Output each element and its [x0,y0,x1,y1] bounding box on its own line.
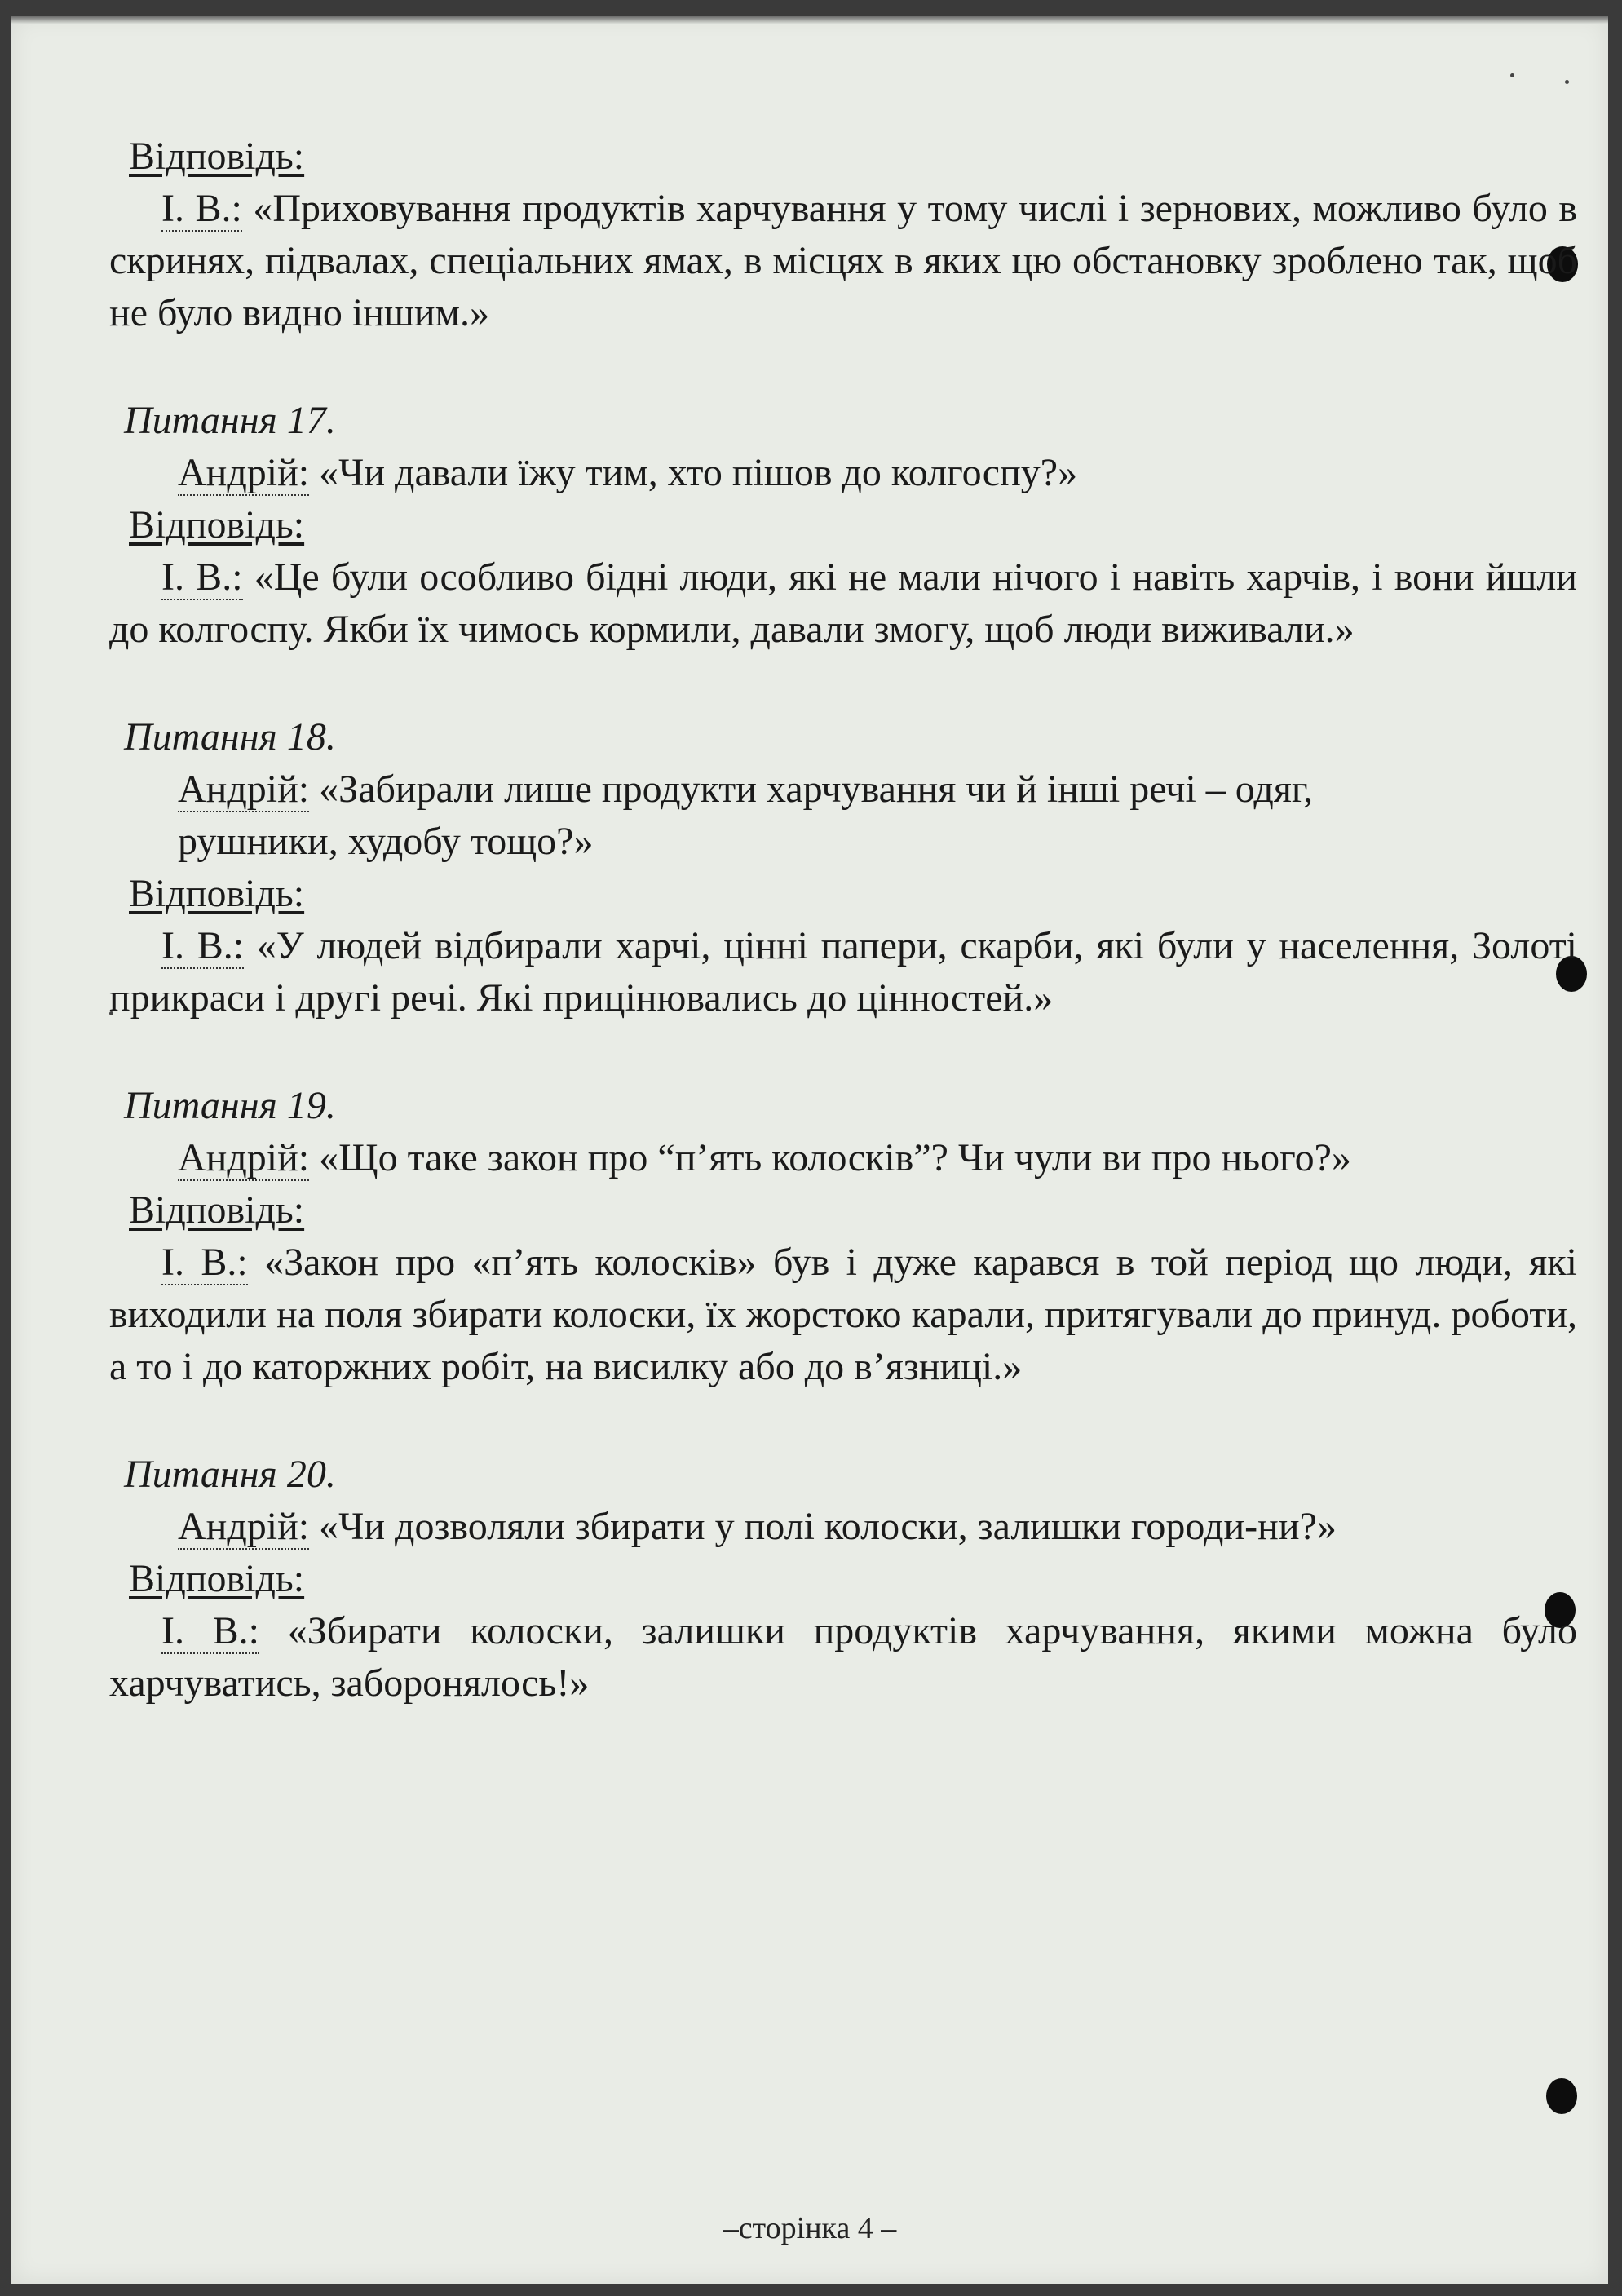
answer-paragraph [109,920,1577,1024]
question-speaker: Андрій: [178,1136,310,1179]
question-title: Питання 18. [124,715,336,759]
scan-top-edge [11,16,1608,24]
answer-paragraph [109,1605,1577,1710]
question-17 [109,395,1577,656]
answer-speaker: І. В.: [161,187,242,230]
answer-label: Відповідь: [129,1188,305,1232]
question-18 [109,711,1577,1024]
answer-speaker: І. В.: [161,1241,248,1284]
answer-paragraph [109,183,1577,339]
answer-label: Відповідь: [129,503,305,546]
answer-label: Відповідь: [129,872,305,915]
question-speaker: Андрій: [178,1505,310,1548]
answer-text: «Закон про «п’ять колосків» був і дуже карався в той період що люди, які виходили на поля збирати колоски, їх жорстоко карали, притягували до принуд. роботи, а то і до каторжних робіт, на висилку або до в’язниці.» [109,1241,1577,1388]
question-title: Питання 20. [124,1453,336,1496]
answer-text: «Збирати колоски, залишки продуктів харчування, якими можна було харчуватись, заборонялось!» [109,1609,1577,1705]
document-body [109,131,1577,1710]
question-line [109,1501,1577,1553]
question-line [109,1132,1577,1184]
scan-speck [1565,80,1569,84]
question-title: Питання 17. [124,399,336,442]
question-text: «Що таке закон про “п’ять колосків”? Чи чули ви про нього?» [309,1136,1351,1179]
question-19 [109,1080,1577,1393]
scan-speck [1510,73,1514,77]
answer-label: Відповідь: [129,1557,305,1600]
question-line [109,763,1577,868]
answer-text: «У людей відбирали харчі, цінні папери, скарби, які були у населення, Золоті прикраси і другі речі. Які прицінювались до цінностей.» [109,924,1577,1020]
answer-16 [109,131,1577,339]
answer-text: «Приховування продуктів харчування у тому числі і зернових, можливо було в скринях, підвалах, спеціальних ямах, в місцях в яких цю обстановку зроблено так, щоб не було видно іншим.» [109,187,1577,334]
question-speaker: Андрій: [178,768,310,811]
answer-paragraph [109,1236,1577,1393]
answer-speaker: І. В.: [161,1609,260,1652]
answer-paragraph [109,551,1577,656]
answer-speaker: І. В.: [161,555,243,599]
question-20 [109,1449,1577,1710]
page-number-footer: –сторінка 4 – [723,2211,897,2245]
answer-text: «Це були особливо бідні люди, які не мали нічого і навіть харчів, і вони йшли до колгоспу. Якби їх чимось кормили, давали змогу, щоб люди виживали.» [109,555,1577,651]
document-page [11,16,1608,2284]
question-text: «Чи дозволяли збирати у полі колоски, залишки городи-ни?» [309,1505,1337,1548]
punch-hole-4 [1546,2078,1577,2114]
question-text: «Забирали лише продукти харчування чи й інші речі – одяг, рушники, худобу тощо?» [178,768,1314,863]
question-title: Питання 19. [124,1084,336,1127]
question-text: «Чи давали їжу тим, хто пішов до колгоспу?» [309,451,1078,494]
answer-label: Відповідь: [129,135,305,178]
question-speaker: Андрій: [178,451,310,494]
answer-speaker: І. В.: [161,924,245,967]
question-line [109,447,1577,499]
